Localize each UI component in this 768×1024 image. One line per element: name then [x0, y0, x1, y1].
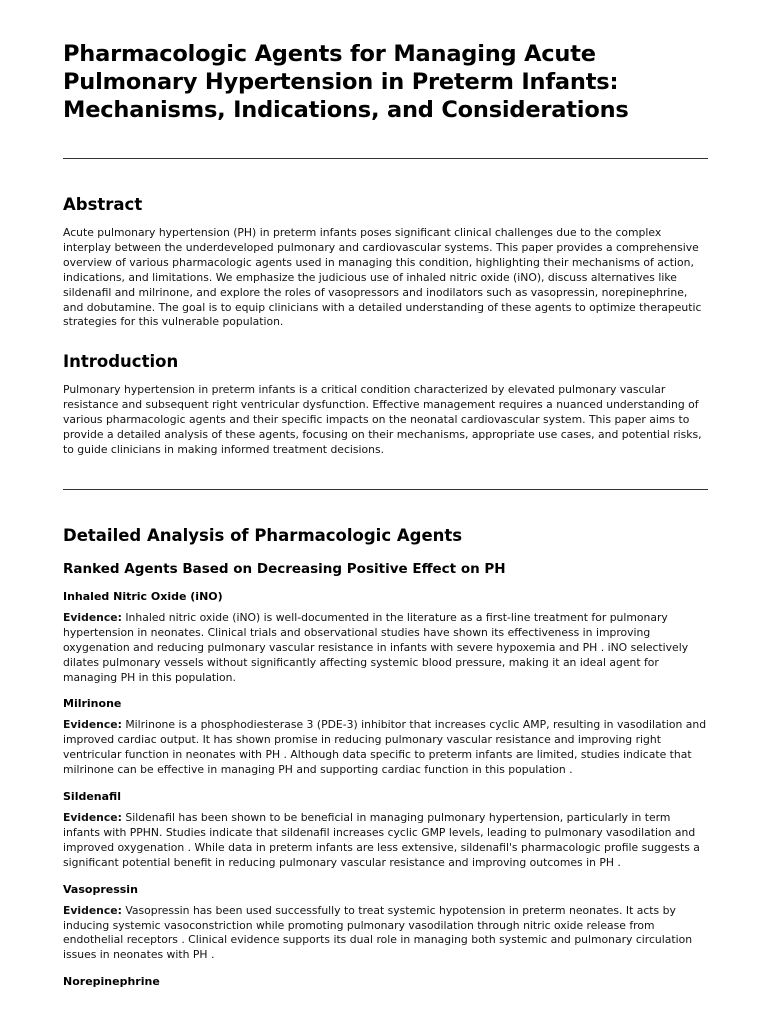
agent-evidence	[63, 718, 708, 778]
paper-page	[63, 40, 708, 996]
agent-name: Sildenafil	[63, 790, 121, 804]
evidence-label: Evidence:	[63, 610, 122, 624]
analysis-heading: Detailed Analysis of Pharmacologic Agents	[63, 525, 463, 545]
introduction-heading: Introduction	[63, 352, 179, 372]
agent-evidence-text: Inhaled nitric oxide (iNO) is well-documented in the literature as a first-line treatment for pulmonary hypertension in neonates. Clinical trials and observational studies have shown its effectiveness in improving oxygenation and reducing pulmonary vascular resistance in infants with severe hypoxemia and PH . iNO selectively dilates pulmonary vessels without significantly affecting systemic blood pressure, making it an ideal agent for managing PH in this population.	[63, 610, 689, 684]
agent-evidence	[63, 811, 708, 871]
agent-evidence	[63, 611, 708, 686]
agent-name: Milrinone	[63, 697, 122, 711]
agent-evidence	[63, 904, 708, 964]
ranked-agents-subheading: Ranked Agents Based on Decreasing Positive Effect on PH	[63, 560, 506, 577]
evidence-label: Evidence:	[63, 811, 122, 825]
abstract-text: Acute pulmonary hypertension (PH) in preterm infants poses significant clinical challenges due to the complex interplay between the underdeveloped pulmonary and cardiovascular systems. This paper provides a comprehensive overview of various pharmacologic agents used in managing this condition, highlighting their mechanisms of action, indications, and limitations. We emphasize the judicious use of inhaled nitric oxide (iNO), discuss alternatives like sildenafil and milrinone, and explore the roles of vasopressors and inodilators such as vasopressin, norepinephrine, and dobutamine. The goal is to equip clinicians with a detailed understanding of these agents to optimize therapeutic strategies for this vulnerable population.	[63, 226, 702, 329]
introduction-text: Pulmonary hypertension in preterm infants is a critical condition characterized by elevated pulmonary vascular resistance and subsequent right ventricular dysfunction. Effective management requires a nuanced understanding of various pharmacologic agents and their specific impacts on the neonatal cardiovascular system. This paper aims to provide a detailed analysis of these agents, focusing on their mechanisms, appropriate use cases, and potential risks, to guide clinicians in making informed treatment decisions.	[63, 383, 702, 456]
agent-evidence-text: Milrinone is a phosphodiesterase 3 (PDE-3) inhibitor that increases cyclic AMP, resulting in vasodilation and improved cardiac output. It has shown promise in reducing pulmonary vascular resistance and improving right ventricular function in neonates with PH . Although data specific to preterm infants are limited, studies indicate that milrinone can be effective in managing PH and supporting cardiac function in this population .	[63, 718, 707, 777]
agent-list	[63, 590, 708, 989]
evidence-label: Evidence:	[63, 718, 122, 732]
agent-norepinephrine	[63, 975, 708, 989]
agent-evidence-text: Sildenafil has been shown to be beneficial in managing pulmonary hypertension, particularly in term infants with PPHN. Studies indicate that sildenafil increases cyclic GMP levels, leading to pulmonary vasodilation and improved oxygenation . While data in preterm infants are less extensive, sildenafil's pharmacologic profile suggests a significant potential benefit in reducing pulmonary vascular resistance and improving outcomes in PH .	[63, 811, 700, 869]
agent-name: Vasopressin	[63, 882, 138, 896]
paper-title: Pharmacologic Agents for Managing Acute Pulmonary Hypertension in Preterm Infants: Mechanisms, Indications, and Considerations	[63, 41, 629, 123]
agent-sildenafil	[63, 790, 708, 871]
agent-name: Norepinephrine	[63, 975, 160, 989]
agent-evidence-text: Vasopressin has been used successfully to treat systemic hypotension in preterm neonates. It acts by inducing systemic vasoconstriction while promoting pulmonary vasodilation through nitric oxide release from endothelial receptors . Clinical evidence supports its dual role in managing both systemic and pulmonary circulation issues in neonates with PH .	[63, 903, 693, 962]
abstract-heading: Abstract	[63, 195, 143, 214]
agent-milrinone	[63, 697, 708, 778]
evidence-label: Evidence:	[63, 903, 122, 917]
title-divider	[63, 158, 708, 159]
agent-vasopressin	[63, 883, 708, 964]
agent-ino	[63, 590, 708, 686]
agent-name: Inhaled Nitric Oxide (iNO)	[63, 589, 223, 603]
section-divider	[63, 489, 708, 490]
